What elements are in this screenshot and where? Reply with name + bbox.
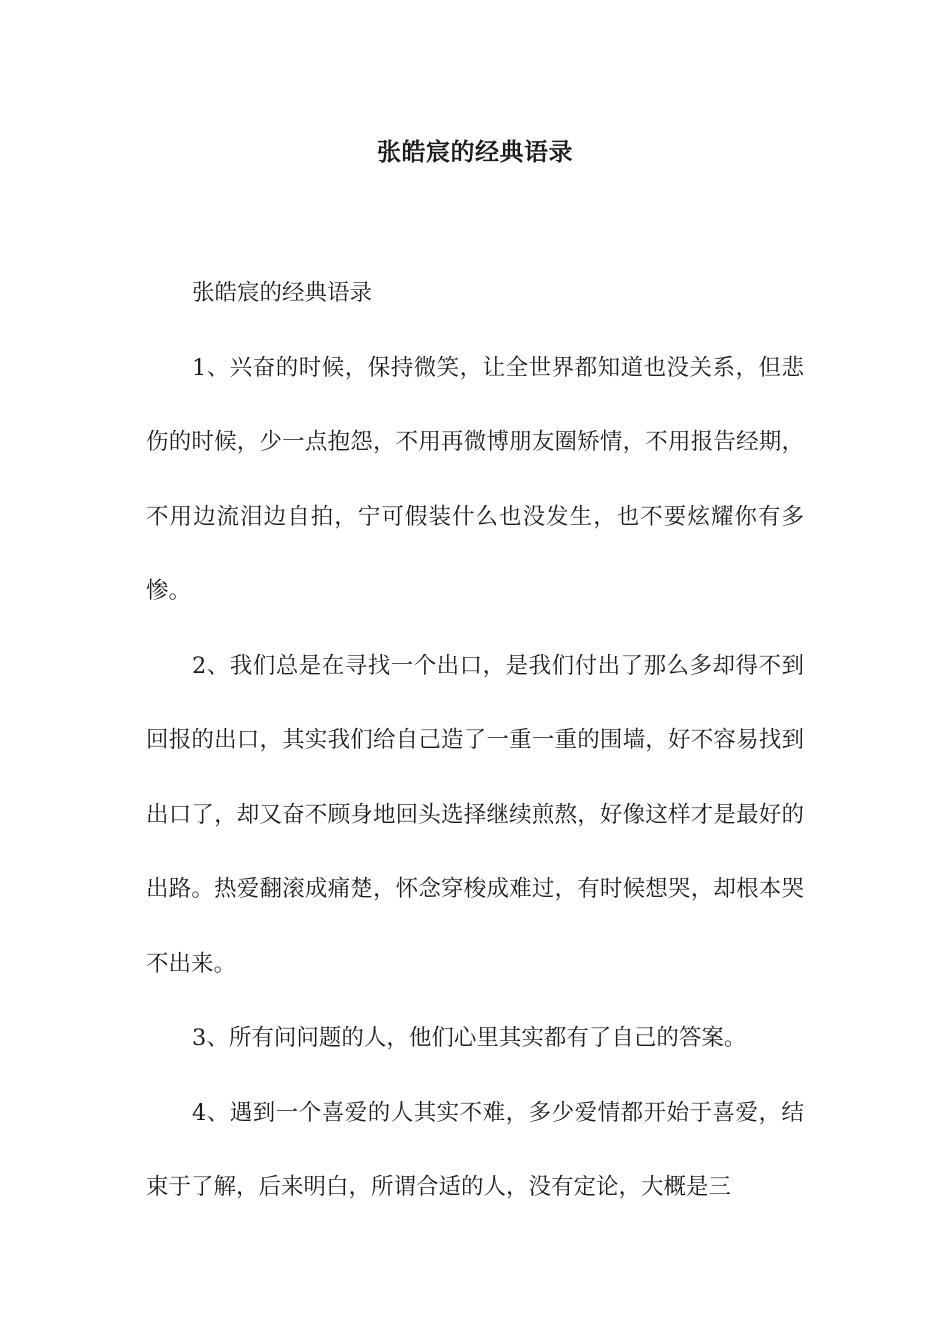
quote-paragraph-2: 2、我们总是在寻找一个出口，是我们付出了那么多却得不到回报的出口，其实我们给自己造了一重一重的围墙，好不容易找到出口了，却又奋不顾身地回头选择继续煎熬，好像这样才是最好的出路。热爱翻滚成痛楚，怀念穿梭成难过，有时候想哭，却根本哭不出来。	[146, 652, 804, 977]
quote-paragraph-1: 1、兴奋的时候，保持微笑，让全世界都知道也没关系，但悲伤的时候，少一点抱怨，不用再微博朋友圈矫情，不用报告经期，不用边流泪边自拍，宁可假装什么也没发生，也不要炫耀你有多惨。	[146, 354, 804, 604]
document-title: 张皓宸的经典语录	[377, 138, 573, 166]
quote-paragraph-3: 3、所有问问题的人，他们心里其实都有了自己的答案。	[192, 1025, 747, 1051]
paragraph-heading: 张皓宸的经典语录	[192, 280, 373, 306]
quote-paragraph-4: 4、遇到一个喜爱的人其实不难，多少爱情都开始于喜爱，结束于了解，后来明白，所谓合适的人，没有定论，大概是三	[146, 1099, 804, 1200]
document-body	[146, 256, 804, 1225]
